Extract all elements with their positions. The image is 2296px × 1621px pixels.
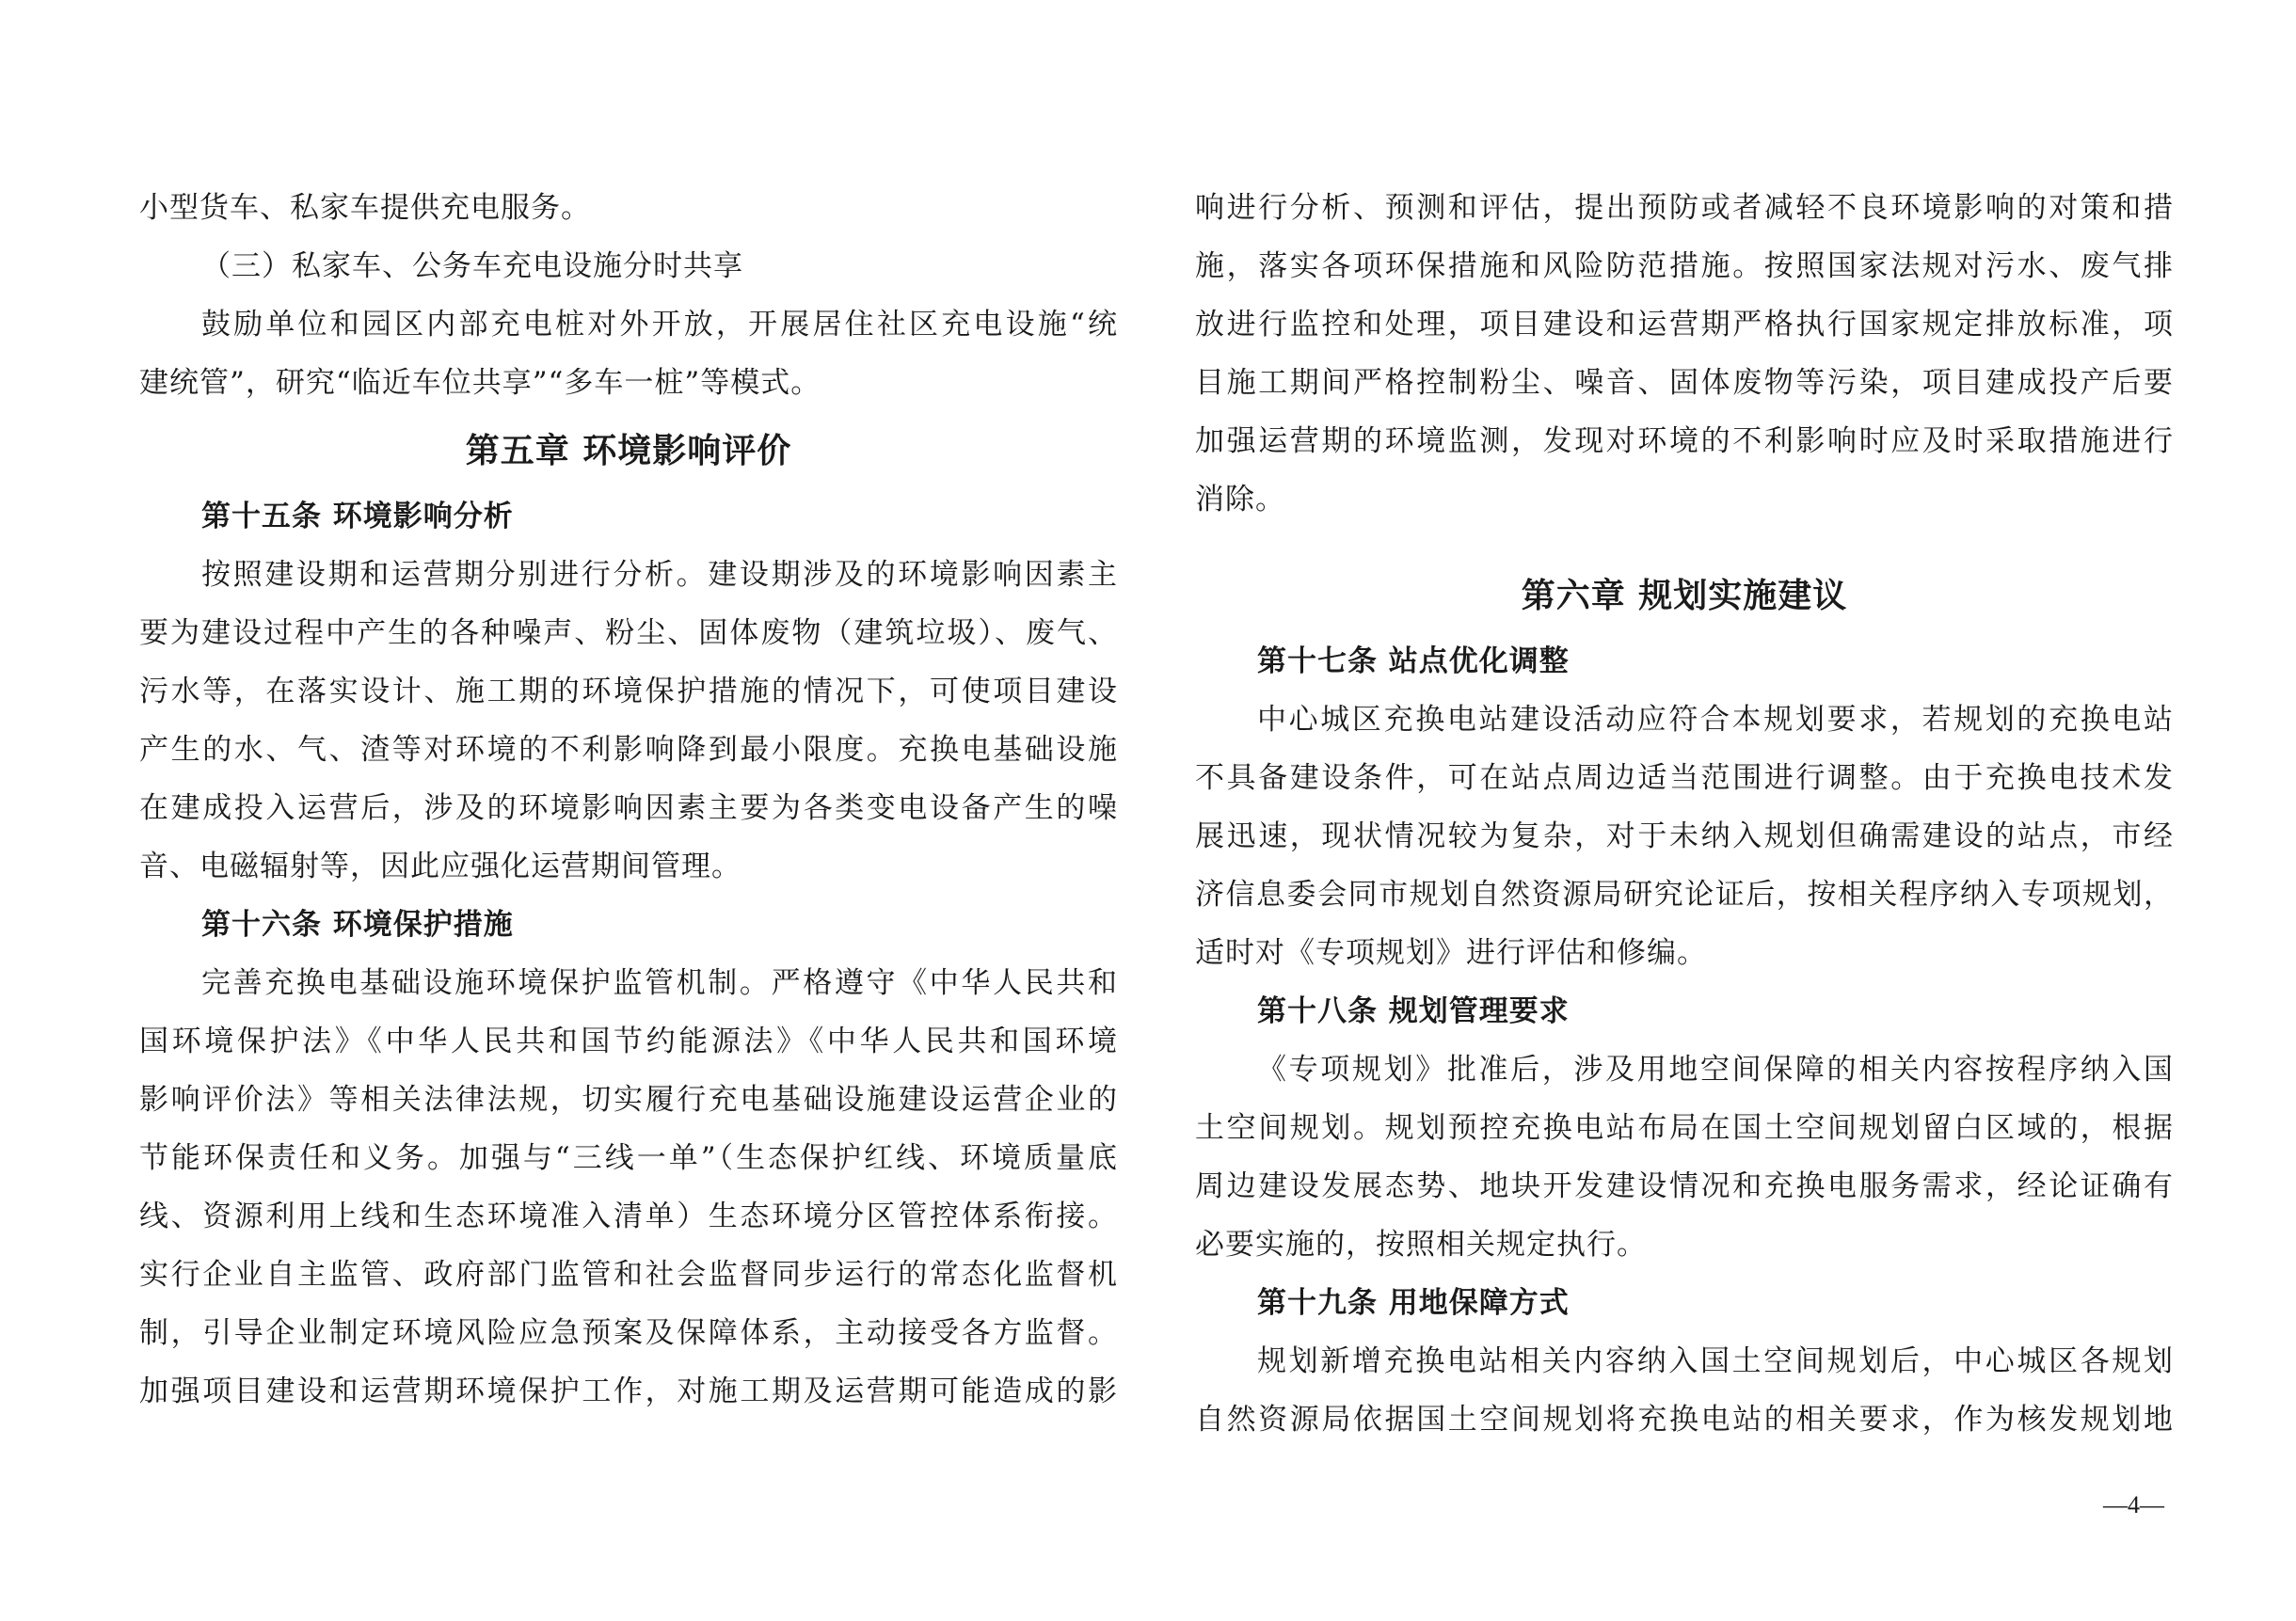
paragraph-line: 必要实施的，按照相关规定执行。 xyxy=(1195,1228,1647,1262)
chapter-title: 第六章 规划实施建议 xyxy=(1521,577,1848,615)
paragraph-line: 按照建设期和运营期分别进行分析。建设期涉及的环境影响因素主 xyxy=(201,558,1118,592)
right-column xyxy=(1195,179,2174,1449)
paragraph-line: 音、电磁辐射等，因此应强化运营期间管理。 xyxy=(139,850,741,883)
paragraph-line: 污水等，在落实设计、施工期的环境保护措施的情况下，可使项目建设 xyxy=(139,675,1118,708)
paragraph-line: 产生的水、气、渣等对环境的不利影响降到最小限度。充换电基础设施 xyxy=(139,733,1118,767)
article-heading: 第十五条 环境影响分析 xyxy=(201,500,514,533)
article-heading: 第十六条 环境保护措施 xyxy=(201,908,514,942)
paragraph-line: 规划新增充换电站相关内容纳入国土空间规划后，中心城区各规划 xyxy=(1257,1344,2174,1378)
paragraph-line: 要为建设过程中产生的各种噪声、粉尘、固体废物（建筑垃圾）、废气、 xyxy=(139,616,1118,650)
paragraph-line: 加强项目建设和运营期环境保护工作，对施工期及运营期可能造成的影 xyxy=(139,1375,1118,1408)
article-heading: 第十九条 用地保障方式 xyxy=(1257,1286,1570,1320)
paragraph-line: 在建成投入运营后，涉及的环境影响因素主要为各类变电设备产生的噪 xyxy=(139,791,1118,825)
paragraph-line: 小型货车、私家车提供充电服务。 xyxy=(139,191,591,225)
paragraph-line: 展迅速，现状情况较为复杂，对于未纳入规划但确需建设的站点，市经 xyxy=(1195,819,2174,853)
spacer xyxy=(1195,529,2174,557)
chapter-title: 第五章 环境影响评价 xyxy=(465,432,792,470)
paragraph-line: 制，引导企业制定环境风险应急预案及保障体系，主动接受各方监督。 xyxy=(139,1316,1118,1350)
paragraph-line: 不具备建设条件，可在站点周边适当范围进行调整。由于充换电技术发 xyxy=(1195,761,2174,795)
paragraph-line: 鼓励单位和园区内部充电桩对外开放，开展居住社区充电设施“统 xyxy=(201,308,1118,342)
paragraph-line: 线、资源利用上线和生态环境准入清单）生态环境分区管控体系衔接。 xyxy=(139,1200,1118,1233)
paragraph-line: 周边建设发展态势、地块开发建设情况和充换电服务需求，经论证确有 xyxy=(1195,1169,2174,1203)
paragraph-line: 加强运营期的环境监测，发现对环境的不利影响时应及时采取措施进行 xyxy=(1195,424,2174,458)
left-column xyxy=(139,179,1118,1421)
paragraph-line: 济信息委会同市规划自然资源局研究论证后，按相关程序纳入专项规划， xyxy=(1195,878,2174,912)
paragraph-line: 《专项规划》批准后，涉及用地空间保障的相关内容按程序纳入国 xyxy=(1257,1053,2174,1087)
article-heading: 第十七条 站点优化调整 xyxy=(1257,644,1570,678)
paragraph-line: 自然资源局依据国土空间规划将充换电站的相关要求，作为核发规划地 xyxy=(1195,1403,2174,1437)
paragraph-line: 适时对《专项规划》进行评估和修编。 xyxy=(1195,936,1707,970)
paragraph-line: 土空间规划。规划预控充换电站布局在国土空间规划留白区域的，根据 xyxy=(1195,1111,2174,1145)
article-heading: 第十八条 规划管理要求 xyxy=(1257,994,1570,1028)
paragraph-line: 国环境保护法》《中华人民共和国节约能源法》《中华人民共和国环境 xyxy=(139,1025,1118,1058)
paragraph-line: 影响评价法》等相关法律法规，切实履行充电基础设施建设运营企业的 xyxy=(139,1083,1118,1117)
paragraph-line: 完善充换电基础设施环境保护监管机制。严格遵守《中华人民共和 xyxy=(201,966,1118,1000)
paragraph-line: 实行企业自主监管、政府部门监管和社会监督同步运行的常态化监督机 xyxy=(139,1258,1118,1292)
paragraph-line: 响进行分析、预测和评估，提出预防或者减轻不良环境影响的对策和措 xyxy=(1195,191,2174,225)
page-number: —4— xyxy=(2103,1491,2164,1518)
paragraph-line: 中心城区充换电站建设活动应符合本规划要求，若规划的充换电站 xyxy=(1257,703,2174,737)
paragraph-line: 施，落实各项环保措施和风险防范措施。按照国家法规对污水、废气排 xyxy=(1195,249,2174,283)
paragraph-line: 放进行监控和处理，项目建设和运营期严格执行国家规定排放标准，项 xyxy=(1195,308,2174,342)
paragraph-line: 目施工期间严格控制粉尘、噪音、固体废物等污染，项目建成投产后要 xyxy=(1195,366,2174,400)
paragraph-line: 建统管”，研究“临近车位共享”“多车一桩”等模式。 xyxy=(139,366,821,400)
subsection-heading: （三）私家车、公务车充电设施分时共享 xyxy=(201,249,743,283)
paragraph-line: 节能环保责任和义务。加强与“三线一单”（生态保护红线、环境质量底 xyxy=(139,1141,1118,1175)
paragraph-line: 消除。 xyxy=(1195,483,1285,516)
